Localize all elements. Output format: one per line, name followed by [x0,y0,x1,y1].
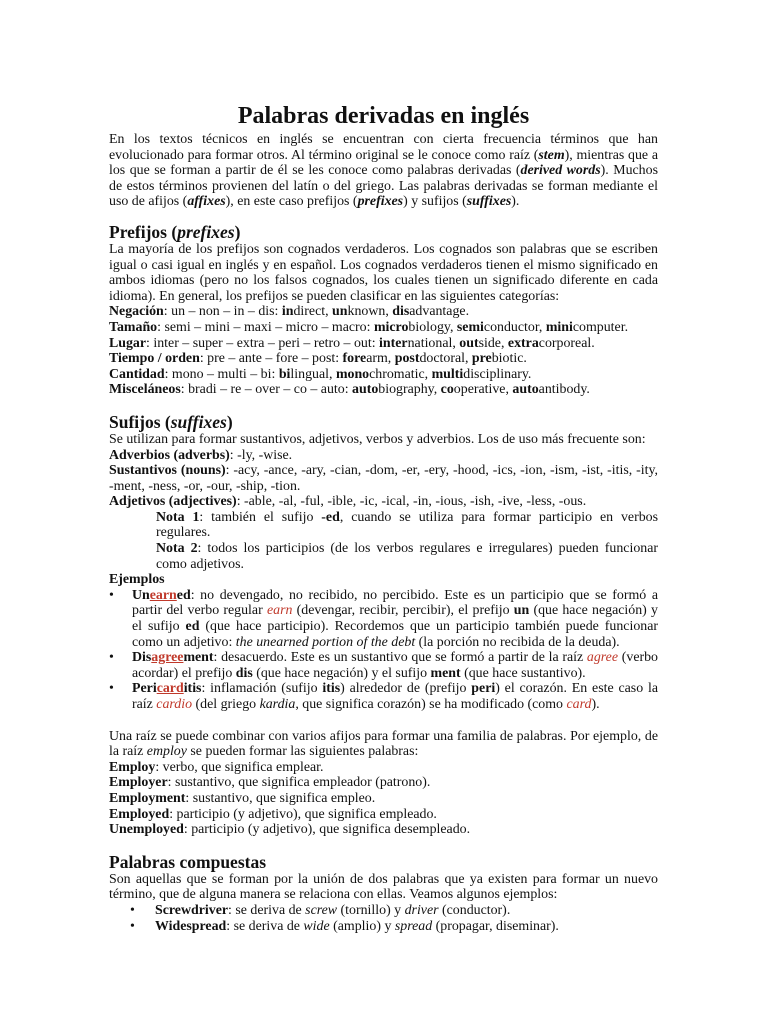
section-heading-sufijos: Sufijos (suffixes) [109,411,233,432]
text: ) y sufijos ( [403,194,467,210]
list-item: • Unearned: no devengado, no recibido, no percibido. Este es un participio que se formó a partir del verbo regular earn (devengar, recibir, percibir), el prefijo un (que hace negación) y el sufijo ed (que hace participio). Recordemos que un participio también puede funcionar como un adjetivo: the unearned portion of the debt (la porción no recibida de la deuda). [109,588,658,650]
compuestas-paragraph: Son aquellas que se forman por la unión de dos palabras que ya existen para formar un nuevo término, que de alguna manera se relaciona con ellas. Veamos algunos ejemplos: [109,871,658,903]
ejemplos-heading: Ejemplos [109,572,165,588]
list-item: • Disagreement: desacuerdo. Este es un sustantivo que se formó a partir de la raíz agree (verbo acordar) el prefijo dis (que hace negación) y el sufijo ment (que hace sustantivo). [109,650,658,681]
suffix-adjectives: Adjetivos (adjectives): -able, -al, -ful, -ible, -ic, -ical, -in, -ious, -ish, -ive, -less, -ous. [109,494,587,510]
text: ), en este caso prefijos ( [225,194,358,210]
familia-item: Employer: sustantivo, que significa empleador (patrono). [109,775,431,791]
list-item: • Pericarditis: inflamación (sufijo itis) alrededor de (prefijo peri) el corazón. En este caso la raíz cardio (del griego kardia, que significa corazón) se ha modificado (como card). [109,681,658,712]
prefix-category-misc: Misceláneos: bradi – re – over – co – auto: autobiography, cooperative, autoantibody. [109,382,590,398]
nota-1: Nota 1: también el sufijo -ed, cuando se utiliza para formar participio en verbos regulares. [156,509,658,541]
familia-item: Employment: sustantivo, que significa empleo. [109,790,376,806]
term: stem [538,147,565,163]
text: ). Muchos de estos términos provienen del latín o del griego. Las palabras derivadas se forman mediante el uso de afijos ( [109,163,658,210]
term: prefixes [357,194,404,210]
prefix-category-negacion: Negación: un – non – in – dis: indirect, unknown, disadvantage. [109,304,470,320]
familia-paragraph: Una raíz se puede combinar con varios afijos para formar una familia de palabras. Por ejemplo, de la raíz employ se pueden formar las siguientes palabras: [109,728,658,760]
term: suffixes [466,194,512,210]
nota-2: Nota 2: todos los participios (de los verbos regulares e irregulares) pueden funcionar como adjetivos. [156,541,659,572]
list-item: • Widespread: se deriva de wide (amplio) y spread (propagar, diseminar). [130,919,658,935]
familia-item: Employed: participio (y adjetivo), que significa empleado. [109,806,437,822]
familia-item: Unemployed: participio (y adjetivo), que significa desempleado. [109,822,471,838]
intro-paragraph [109,132,658,210]
examples-list [109,588,658,713]
text: ). [511,194,520,210]
sufijos-paragraph: Se utilizan para formar sustantivos, adjetivos, verbos y adverbios. Los de uso más frecuente son: [109,431,646,447]
section-heading-prefijos: Prefijos (prefixes) [109,221,241,242]
suffix-nouns: Sustantivos (nouns): -acy, -ance, -ary, -cian, -dom, -er, -ery, -hood, -ics, -ion, -ism, -ist, -itis, -ity, -ment, -ness, -or, -our, -ship, -tion. [109,463,658,494]
page-title: Palabras derivadas en inglés [237,103,530,129]
prefix-category-tamano: Tamaño: semi – mini – maxi – micro – macro: microbiology, semiconductor, minicomputer. [109,319,629,335]
list-item: • Screwdriver: se deriva de screw (tornillo) y driver (conductor). [130,903,658,919]
suffix-adverbs: Adverbios (adverbs): -ly, -wise. [109,447,293,463]
prefix-category-tiempo: Tiempo / orden: pre – ante – fore – post: forearm, postdoctoral, prebiotic. [109,351,527,367]
familia-item: Employ: verbo, que significa emplear. [109,759,324,775]
text: ), mientras que a los que se forman a partir de él se les conoce como palabras derivadas ( [109,147,658,179]
term: derived words [520,163,601,179]
prefix-category-cantidad: Cantidad: mono – multi – bi: bilingual, monochromatic, multidisciplinary. [109,366,532,382]
prefix-category-lugar: Lugar: inter – super – extra – peri – retro – out: international, outside, extracorporeal. [109,335,595,351]
compound-list [109,903,658,934]
section-heading-compuestas: Palabras compuestas [109,851,267,872]
prefijos-paragraph: La mayoría de los prefijos son cognados verdaderos. Los cognados son palabras que se escriben igual o casi igual en inglés y en español. Los cognados verdaderos tienen el mismo significado en ambos idiomas (pero no los falsos cognados, los cuales tienen un significado diferente en cada idioma). En general, los prefijos se pueden clasificar en las siguientes categorías: [109,241,658,304]
text: En los textos técnicos en inglés se encuentran con cierta frecuencia términos que han evolucionado para formar otros. Al término original se le conoce como raíz ( [109,132,658,163]
term: affixes [187,194,226,210]
